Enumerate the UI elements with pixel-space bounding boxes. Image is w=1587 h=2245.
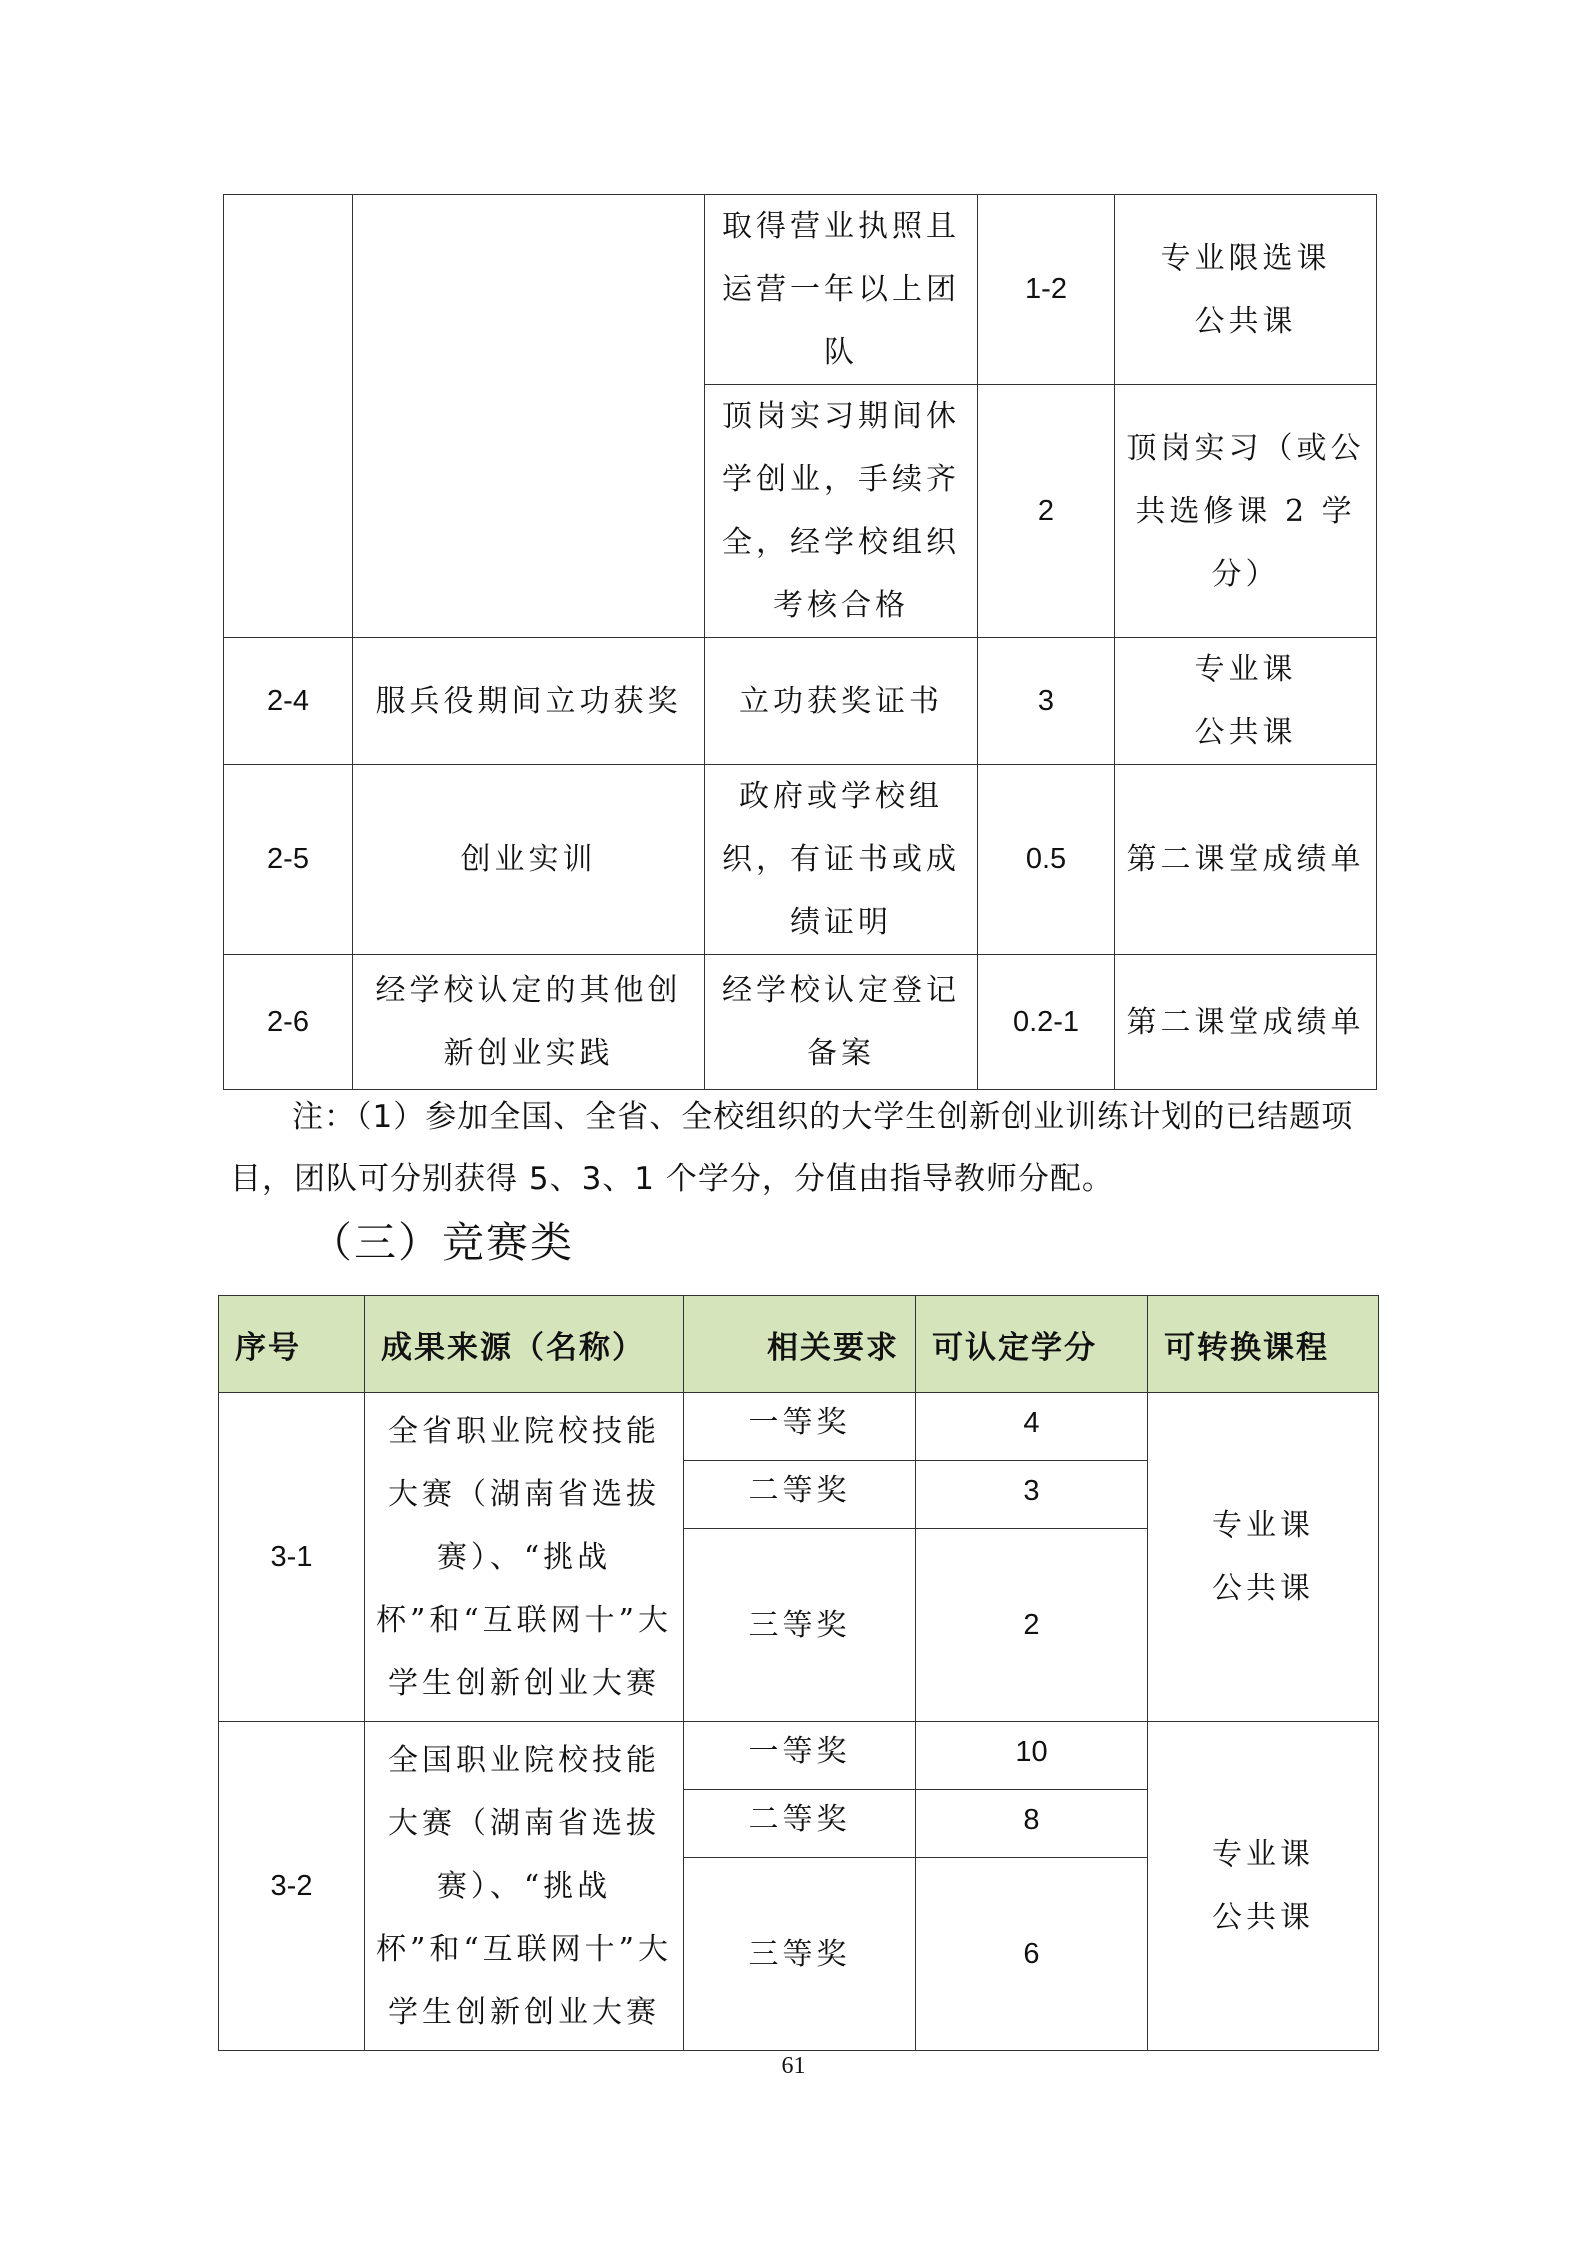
table-row <box>224 955 1377 1090</box>
name-cell: 服兵役期间立功获奖 <box>353 638 705 765</box>
award-level-cell: 二等奖 <box>684 1461 916 1529</box>
requirement-cell: 立功获奖证书 <box>705 638 978 765</box>
credit-table-innovation <box>223 194 1377 1090</box>
courses-cell: 顶岗实习（或公共选修课 2 学分） <box>1115 385 1377 638</box>
award-credits-cell: 8 <box>916 1790 1148 1858</box>
id-cell: 2-5 <box>224 765 353 955</box>
award-level-cell: 一等奖 <box>684 1393 916 1461</box>
header-source: 成果来源（名称） <box>365 1296 684 1393</box>
page-number: 61 <box>781 2053 806 2079</box>
requirement-cell: 政府或学校组织，有证书或成绩证明 <box>705 765 978 955</box>
credits-cell: 0.2-1 <box>978 955 1115 1090</box>
requirement-cell: 取得营业执照且运营一年以上团队 <box>705 195 978 385</box>
section-title: （三）竞赛类 <box>310 1218 575 1267</box>
table-row <box>224 765 1377 955</box>
header-id: 序号 <box>219 1296 365 1393</box>
name-cell: 创业实训 <box>353 765 705 955</box>
note-line-2: 目，团队可分别获得 5、3、1 个学分，分值由指导教师分配。 <box>230 1161 1114 1197</box>
award-credits-cell: 4 <box>916 1393 1148 1461</box>
award-credits-cell: 10 <box>916 1722 1148 1790</box>
award-level-cell: 二等奖 <box>684 1790 916 1858</box>
table-row <box>224 638 1377 765</box>
credit-table-competitions <box>218 1295 1379 2051</box>
credits-cell: 2 <box>978 385 1115 638</box>
award-level-cell: 三等奖 <box>684 1858 916 2051</box>
courses-cell: 专业限选课 公共课 <box>1115 195 1377 385</box>
award-level-cell: 一等奖 <box>684 1722 916 1790</box>
source-cell: 全国职业院校技能大赛（湖南省选拔赛）、“挑战杯”和“互联网十”大学生创新创业大赛 <box>365 1722 684 2051</box>
name-cell: 经学校认定的其他创新创业实践 <box>353 955 705 1090</box>
id-cell <box>224 195 353 638</box>
courses-cell: 专业课 公共课 <box>1115 638 1377 765</box>
award-credits-cell: 2 <box>916 1529 1148 1722</box>
note-line-1: 注：（1）参加全国、全省、全校组织的大学生创新创业训练计划的已结题项 <box>292 1099 1354 1135</box>
credits-cell: 1-2 <box>978 195 1115 385</box>
id-cell: 2-4 <box>224 638 353 765</box>
award-level-cell: 三等奖 <box>684 1529 916 1722</box>
table-header-row <box>219 1296 1379 1393</box>
id-cell: 3-2 <box>219 1722 365 2051</box>
award-credits-cell: 3 <box>916 1461 1148 1529</box>
id-cell: 3-1 <box>219 1393 365 1722</box>
courses-cell: 专业课 公共课 <box>1148 1393 1379 1722</box>
id-cell: 2-6 <box>224 955 353 1090</box>
table-row <box>219 1393 1379 1461</box>
source-cell: 全省职业院校技能大赛（湖南省选拔赛）、“挑战杯”和“互联网十”大学生创新创业大赛 <box>365 1393 684 1722</box>
requirement-cell: 顶岗实习期间休学创业，手续齐全，经学校组织考核合格 <box>705 385 978 638</box>
courses-cell: 专业课 公共课 <box>1148 1722 1379 2051</box>
requirement-cell: 经学校认定登记备案 <box>705 955 978 1090</box>
table-note <box>232 1086 1382 1210</box>
header-courses: 可转换课程 <box>1148 1296 1379 1393</box>
credits-cell: 3 <box>978 638 1115 765</box>
courses-cell: 第二课堂成绩单 <box>1115 765 1377 955</box>
header-credits: 可认定学分 <box>916 1296 1148 1393</box>
courses-cell: 第二课堂成绩单 <box>1115 955 1377 1090</box>
name-cell <box>353 195 705 638</box>
header-requirement: 相关要求 <box>684 1296 916 1393</box>
award-credits-cell: 6 <box>916 1858 1148 2051</box>
credits-cell: 0.5 <box>978 765 1115 955</box>
table-row <box>219 1722 1379 1790</box>
table-row <box>224 195 1377 385</box>
